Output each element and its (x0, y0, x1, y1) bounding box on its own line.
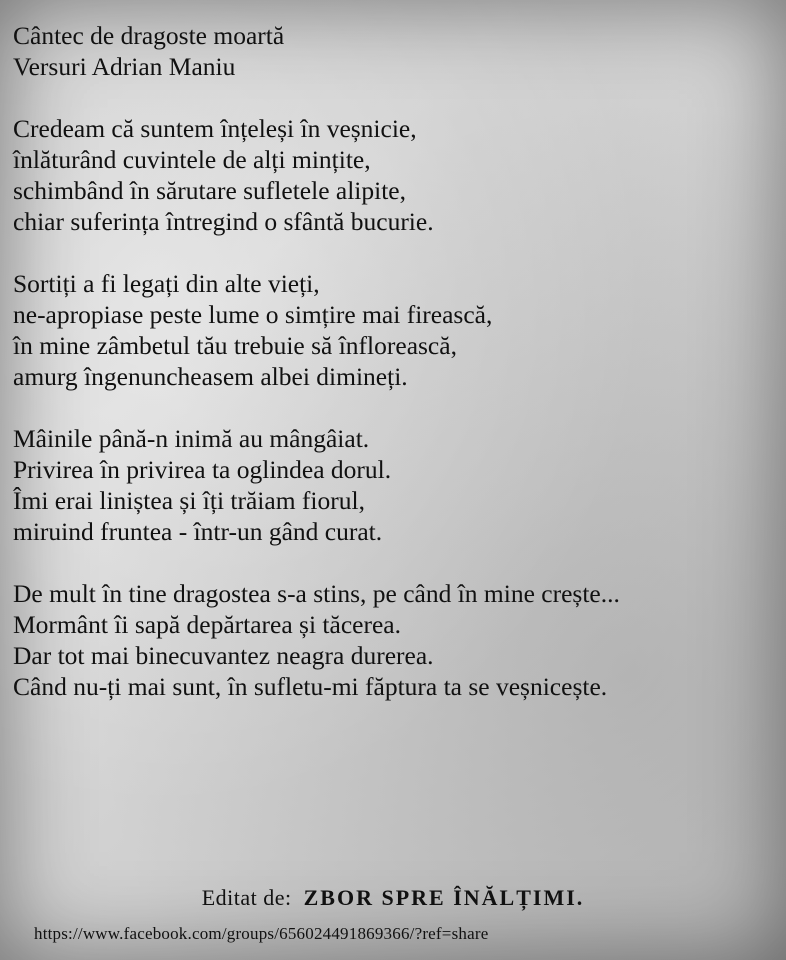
verse-line: ne-apropiase peste lume o simțire mai firească, (13, 300, 493, 329)
verse-line: Mâinile până-n inimă au mângâiat. (13, 424, 370, 453)
poem (13, 20, 783, 702)
edited-label: Editat de: (201, 885, 292, 910)
verse-line: schimbând în sărutare sufletele alipite, (13, 176, 406, 205)
stanza-3 (13, 423, 783, 547)
verse-line: Dar tot mai binecuvantez neagra durerea. (13, 641, 434, 670)
verse-line: Privirea în privirea ta oglindea dorul. (13, 455, 392, 484)
poem-author: Versuri Adrian Maniu (13, 52, 236, 81)
verse-line: înlăturând cuvintele de alți mințite, (13, 145, 371, 174)
stanza-2 (13, 268, 783, 392)
verse-line: Când nu-ți mai sunt, în sufletu-mi făptura ta se veșnicește. (13, 672, 608, 701)
poem-header (13, 20, 783, 82)
poem-title: Cântec de dragoste moartă (13, 21, 285, 50)
verse-line: De mult în tine dragostea s-a stins, pe când în mine crește... (13, 579, 620, 608)
editor-credit (0, 885, 786, 911)
verse-line: miruind fruntea - într-un gând curat. (13, 517, 383, 546)
stanza-4 (13, 578, 783, 702)
verse-line: Îmi erai liniștea și îți trăiam fiorul, (13, 486, 365, 515)
verse-line: Mormânt îi sapă depărtarea și tăcerea. (13, 610, 401, 639)
group-url: https://www.facebook.com/groups/656024491869366/?ref=share (34, 924, 489, 943)
group-name: ZBOR SPRE ÎNĂLȚIMI. (303, 885, 585, 910)
verse-line: Sortiți a fi legați din alte vieți, (13, 269, 320, 298)
verse-line: chiar suferința întregind o sfântă bucurie. (13, 207, 434, 236)
verse-line: Credeam că suntem înțeleși în veșnicie, (13, 114, 417, 143)
stanza-1 (13, 113, 783, 237)
verse-line: amurg îngenuncheasem albei dimineți. (13, 362, 408, 391)
verse-line: în mine zâmbetul tău trebuie să înflorească, (13, 331, 457, 360)
